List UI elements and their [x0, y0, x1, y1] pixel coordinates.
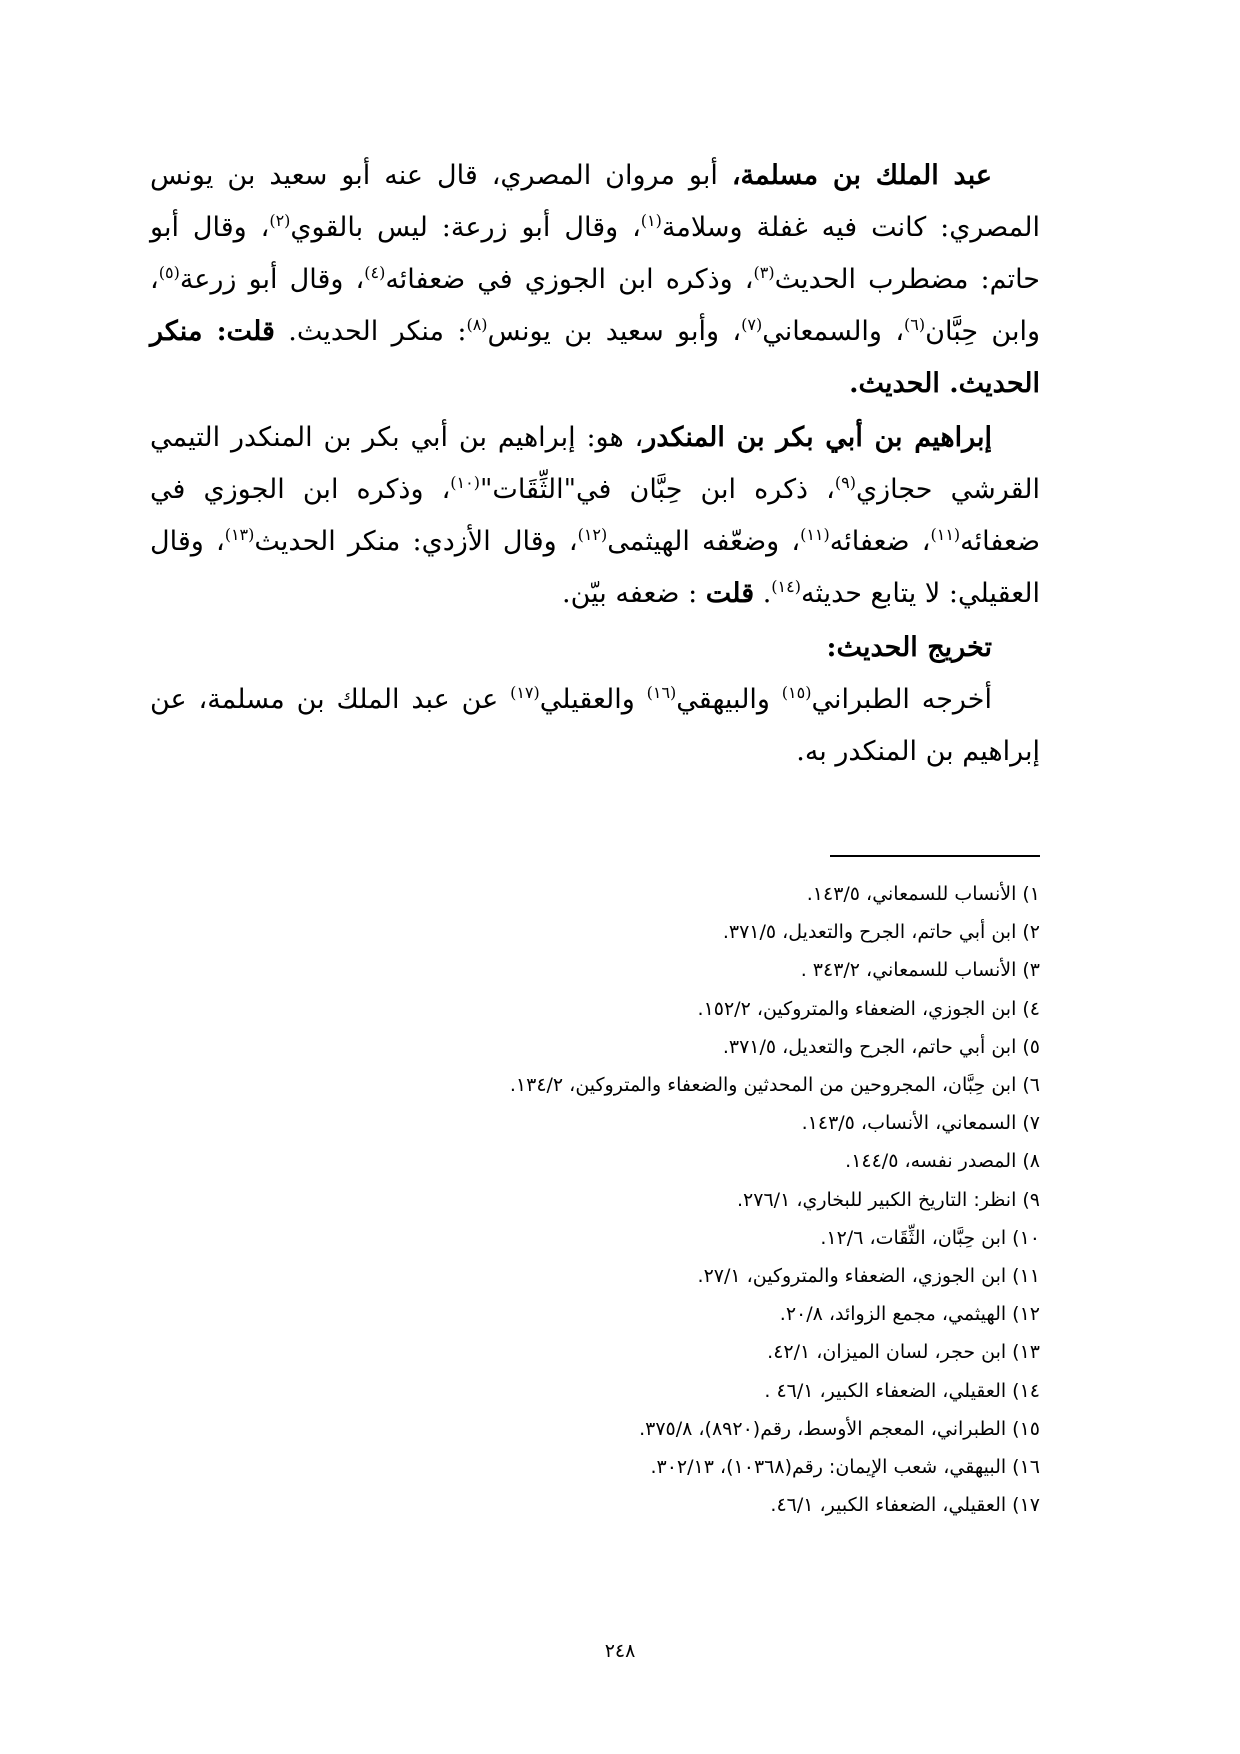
footnote-text: ابن الجوزي، الضعفاء والمتروكين، ١٥٢/٢. — [697, 997, 1017, 1020]
footnote-text: العقيلي، الضعفاء الكبير، ٤٦/١. — [770, 1494, 1007, 1517]
footnote-ref: (٣) — [753, 263, 775, 282]
text-run: ، وذكره ابن الجوزي في ضعفائه — [385, 264, 754, 295]
footnote-separator — [830, 855, 1040, 857]
footnote-text: انظر: التاريخ الكبير للبخاري، ٢٧٦/١. — [737, 1188, 1017, 1211]
footnote-text: ابن أبي حاتم، الجرح والتعديل، ٣٧١/٥. — [722, 1035, 1017, 1058]
text-run: عن عبد الملك بن مسلمة، عن إبراهيم بن المنكدر به. — [150, 684, 1040, 767]
bold-text: إبراهيم بن أبي بكر بن المنكدر — [643, 422, 992, 453]
text-run: : ضعفه بيّن. — [562, 578, 706, 609]
footnote-item — [200, 1028, 1040, 1066]
footnote-text: الهيثمي، مجمع الزوائد، ٢٠/٨. — [779, 1303, 1007, 1326]
footnote-text: الأنساب للسمعاني، ٣٤٣/٢ . — [800, 959, 1017, 982]
footnote-number: ١) — [1022, 883, 1040, 905]
text-run: ، وابن حِبَّان — [150, 264, 1040, 347]
footnote-ref: (٨) — [466, 315, 488, 334]
paragraph-takhrij — [150, 674, 1040, 778]
text-run: ، وقال العقيلي: لا يتابع حديثه — [150, 526, 1040, 609]
footnote-number: ٣) — [1022, 959, 1040, 982]
footnote-item — [200, 1066, 1040, 1104]
footnote-item — [200, 1333, 1040, 1371]
text-run: ، وقال أبو زرعة — [179, 264, 365, 295]
footnote-item — [200, 1448, 1040, 1486]
footnote-number: ٥) — [1022, 1035, 1040, 1058]
paragraph-abd-al-malik — [150, 150, 1040, 410]
text-run: ، وأبو سعيد بن يونس — [487, 316, 742, 347]
text-run: ، وضعّفه الهيثمى — [607, 526, 801, 557]
footnote-text: ابن حِبَّان، المجروحين من المحدثين والضعفاء والمتروكين، ١٣٤/٢. — [509, 1074, 1017, 1097]
footnote-number: ٩) — [1022, 1188, 1040, 1211]
footnote-text: الأنساب للسمعاني، ١٤٣/٥. — [806, 883, 1017, 905]
bold-text: قلت: منكر الحديث. الحديث. — [150, 316, 1040, 399]
footnote-item — [200, 1410, 1040, 1448]
footnote-item — [200, 913, 1040, 951]
footnote-text: السمعاني، الأنساب، ١٤٣/٥. — [801, 1112, 1017, 1135]
footnote-item — [200, 1295, 1040, 1333]
footnote-ref: (٦) — [904, 315, 926, 334]
footnote-item — [200, 1257, 1040, 1295]
footnote-ref: (١٥) — [781, 683, 812, 702]
footnote-ref: (١٢) — [577, 525, 608, 544]
footnote-number: ١٦) — [1012, 1456, 1040, 1479]
text-run: ، وقال أبو حاتم: مضطرب الحديث — [150, 212, 1040, 295]
page-number: ٢٤٨ — [604, 1640, 636, 1662]
footnotes-list — [200, 875, 1040, 1524]
bold-text: عبد الملك بن مسلمة، — [731, 160, 992, 191]
footnote-number: ٧) — [1022, 1112, 1040, 1135]
footnote-ref: (١٠) — [450, 473, 480, 492]
footnote-number: ١٠) — [1012, 1226, 1040, 1249]
footnote-text: ابن أبي حاتم، الجرح والتعديل، ٣٧١/٥. — [722, 921, 1017, 944]
footnote-item — [200, 951, 1040, 989]
text-run: : منكر الحديث. — [274, 316, 467, 347]
footnote-number: ١٣) — [1012, 1341, 1040, 1364]
footnote-item — [200, 1142, 1040, 1180]
footnote-item — [200, 990, 1040, 1028]
text-run: . — [754, 578, 772, 609]
footnote-text: ابن الجوزي، الضعفاء والمتروكين، ٢٧/١. — [697, 1265, 1007, 1288]
paragraph-ibrahim — [150, 412, 1040, 620]
text-run: ، والسمعاني — [762, 316, 905, 347]
text-run: أبو مروان المصري، قال عنه أبو سعيد بن يونس المصري: كانت فيه غفلة وسلامة — [150, 160, 1040, 243]
footnote-number: ١٥) — [1012, 1417, 1040, 1440]
footnote-text: المصدر نفسه، ١٤٤/٥. — [845, 1150, 1017, 1173]
footnote-ref: (١٣) — [224, 525, 255, 544]
footnote-number: ١٧) — [1012, 1494, 1040, 1517]
footnote-item — [200, 1372, 1040, 1410]
footnote-number: ٦) — [1022, 1074, 1040, 1097]
text-run: ، ذكره ابن حِبَّان في"الثِّقَات" — [479, 474, 835, 505]
footnote-number: ٢) — [1022, 921, 1040, 944]
footnote-ref: (١٦) — [646, 683, 677, 702]
footnote-ref: (١١) — [930, 525, 961, 544]
text-run: ، ضعفائه — [829, 526, 931, 557]
footnote-ref: (٢) — [269, 211, 291, 230]
footnote-text: ابن حجر، لسان الميزان، ٤٢/١. — [767, 1341, 1007, 1364]
text-run: ، وقال الأزدي: منكر الحديث — [254, 526, 578, 557]
footnote-ref: (١٤) — [771, 577, 801, 596]
footnote-ref: (٧) — [741, 315, 763, 334]
footnote-item — [200, 1104, 1040, 1142]
footnote-text: ابن حِبَّان، الثِّقَات، ١٢/٦. — [820, 1226, 1007, 1249]
text-run: ، هو: إبراهيم بن أبي بكر بن المنكدر التيمي القرشي حجازي — [150, 422, 1040, 505]
footnote-ref: (٤) — [364, 263, 386, 282]
footnote-number: ٨) — [1022, 1150, 1040, 1173]
footnote-text: العقيلي، الضعفاء الكبير، ٤٦/١ . — [764, 1379, 1007, 1402]
text-run: ، وذكره ابن الجوزي في ضعفائه — [150, 474, 1040, 557]
footnote-number: ١١) — [1012, 1265, 1040, 1288]
text-run: والبيهقي — [676, 684, 782, 715]
footnote-ref: (١) — [640, 211, 662, 230]
footnote-ref: (١١) — [800, 525, 830, 544]
text-run: ، وقال أبو زرعة: ليس بالقوي — [290, 212, 641, 243]
footnote-ref: (٩) — [834, 473, 856, 492]
text-run: أخرجه الطبراني — [811, 684, 993, 715]
footnote-number: ٤) — [1022, 997, 1040, 1020]
footnote-ref: (١٧) — [510, 683, 540, 702]
footnote-ref: (٥) — [158, 263, 180, 282]
footnote-item — [200, 875, 1040, 913]
footnote-item — [200, 1181, 1040, 1219]
footnote-item — [200, 1486, 1040, 1524]
footnote-number: ١٤) — [1012, 1379, 1040, 1402]
text-run: والعقيلي — [539, 684, 647, 715]
footnote-item — [200, 1219, 1040, 1257]
footnote-number: ١٢) — [1012, 1303, 1040, 1326]
main-text — [150, 150, 1040, 780]
section-heading: تخريج الحديث: — [826, 632, 992, 663]
footnote-text: البيهقي، شعب الإيمان: رقم(١٠٣٦٨)، ٣٠٢/١٣. — [650, 1456, 1007, 1479]
bold-text: قلت — [705, 578, 755, 609]
footnote-text: الطبراني، المعجم الأوسط، رقم(٨٩٢٠)، ٣٧٥/٨. — [639, 1417, 1007, 1440]
